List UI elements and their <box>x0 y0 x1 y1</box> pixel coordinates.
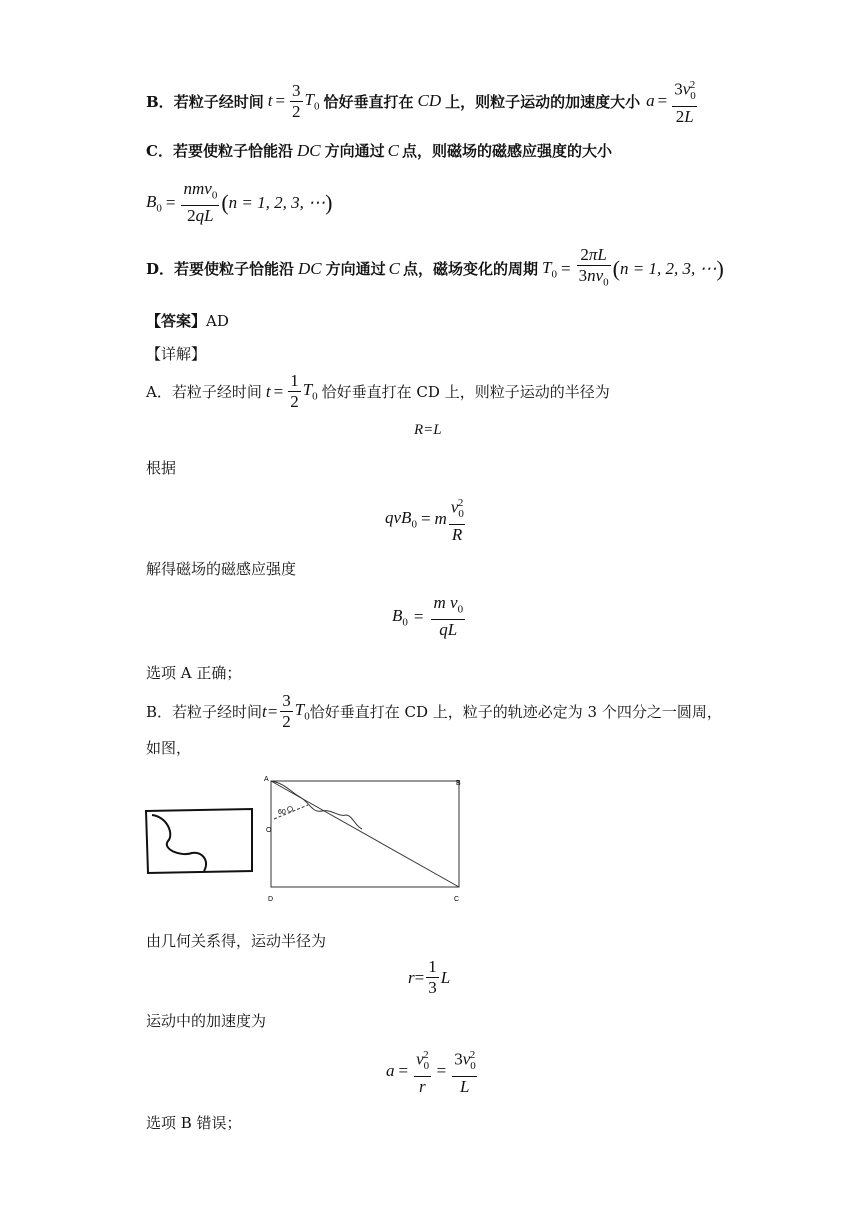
fraction-mv0-qL: $\frac{m v_0}{qL}$ <box>433 593 464 640</box>
formula-dc: DC <box>296 140 321 160</box>
sol-b-geometry: 由几何关系得，运动半径为 <box>146 932 327 950</box>
option-d-text1: 若要使粒子恰能沿 <box>174 260 295 279</box>
formula-eq: = <box>398 1061 409 1081</box>
answer-line <box>146 310 229 331</box>
sol-a-basis: 根据 <box>146 459 177 477</box>
eq-b0 <box>392 594 467 639</box>
formula-t0: $T_0$ <box>302 380 318 403</box>
paren-open: ( <box>221 189 229 215</box>
sol-a-text2: 恰好垂直打在 CD 上，则粒子运动的半径为 <box>321 383 610 401</box>
formula-dc: DC <box>298 258 322 278</box>
option-c <box>146 140 612 161</box>
eq-radius: R=L <box>414 422 442 438</box>
fraction-v0sq-r: $\frac{v_0^2}{r}$ <box>416 1049 430 1097</box>
formula-eq: = <box>165 192 176 212</box>
fraction-1-2: $\frac{1}{2}$ <box>290 371 299 411</box>
sol-b-text1: 若粒子经时间 <box>172 703 263 721</box>
fraction-1-3: $\frac{1}{3}$ <box>428 957 437 997</box>
sol-b-conclusion: 选项 B 错误； <box>146 1114 242 1132</box>
sol-b-accel: 运动中的加速度为 <box>146 1012 267 1030</box>
formula-c: C <box>388 258 401 278</box>
option-b-text3: 上，则粒子运动的加速度大小 <box>445 92 641 111</box>
formula-t0: $T_0$ <box>542 257 557 280</box>
option-b <box>146 76 699 126</box>
option-b-letter: B． <box>146 92 174 111</box>
formula-eq: = <box>561 258 571 278</box>
formula-t: t <box>265 381 271 401</box>
formula-eq: = <box>436 1061 447 1081</box>
formula-qvb0: qvB$_0$ <box>385 507 417 531</box>
label-d: D <box>268 896 274 903</box>
option-d <box>146 246 724 291</box>
option-c-n-range: n = 1, 2, 3, ⋯ <box>228 192 326 212</box>
option-c-formula <box>146 180 332 225</box>
fraction-v0sq-R: $\frac{v_0^2}{R}$ <box>450 497 464 545</box>
formula-eq: = <box>420 509 431 529</box>
eq-accel <box>386 1046 479 1096</box>
option-d-text2: 方向通过 <box>325 260 386 279</box>
sol-a-conclusion: 选项 A 正确； <box>146 664 242 682</box>
formula-t: t <box>267 91 273 111</box>
formula-eq: = <box>414 967 425 987</box>
formula-eq: = <box>413 606 424 626</box>
sol-b-letter: B． <box>146 703 173 721</box>
paren-open: ( <box>612 255 620 281</box>
sol-a-letter: A． <box>146 383 172 401</box>
degree-icon <box>288 807 293 812</box>
paren-close: ) <box>716 255 724 281</box>
formula-b0: $B_0$ <box>146 191 162 214</box>
formula-cd: CD <box>417 91 442 111</box>
fraction-2piL-3nv0: $\frac{2\pi L}{3nv_0}$ <box>577 246 611 291</box>
option-b-text1: 若粒子经时间 <box>173 92 264 111</box>
formula-t0: $T_0$ <box>294 700 310 723</box>
detail-label <box>146 343 206 364</box>
sol-b-text3: 如图， <box>146 739 192 757</box>
fraction-3-2: $\frac{3}{2}$ <box>292 80 301 121</box>
formula-eq: = <box>273 381 284 401</box>
label-c: C <box>454 896 460 903</box>
answer-label: 【答案】 <box>146 312 207 330</box>
label-a: A <box>264 776 269 783</box>
eq-lorentz <box>385 494 467 544</box>
paren-close: ) <box>325 189 333 215</box>
option-d-text3: 点，磁场变化的周期 <box>403 260 539 279</box>
formula-b0: $B_0$ <box>392 605 408 628</box>
sol-a-text1: 若粒子经时间 <box>171 383 262 401</box>
option-c-text3: 点，则磁场的磁感应强度的大小 <box>401 142 612 160</box>
option-b-text2: 恰好垂直打在 <box>323 92 414 111</box>
option-d-n-range: n = 1, 2, 3, ⋯ <box>619 258 717 278</box>
formula-c: C <box>387 140 399 160</box>
option-c-text2: 方向通过 <box>324 142 385 160</box>
formula-a: a <box>386 1061 395 1081</box>
eq-r <box>408 958 450 997</box>
label-o: O <box>266 827 272 834</box>
small-rectangle-figure <box>146 809 252 873</box>
formula-eq: = <box>275 91 286 111</box>
formula-r: r <box>408 967 415 987</box>
option-d-letter: D． <box>146 260 175 279</box>
formula-t: t= <box>262 701 279 721</box>
fraction-3v0sq-L: $\frac{3v_0^2}{L}$ <box>454 1049 476 1097</box>
fraction-nmv0-2qL: $\frac{nmv_0}{2qL}$ <box>183 179 218 226</box>
formula-eq: = <box>657 91 668 111</box>
sol-a-solve: 解得磁场的磁感应强度 <box>146 560 297 578</box>
formula-a: a <box>646 91 655 111</box>
fraction-3-2: $\frac{3}{2}$ <box>282 691 291 731</box>
solution-b-intro <box>146 692 722 731</box>
solution-a-intro <box>146 372 610 411</box>
trajectory-figure <box>140 775 480 910</box>
answer-value: AD <box>206 312 229 330</box>
label-b: B <box>456 780 461 787</box>
formula-t0: $T_0$ <box>304 89 320 113</box>
formula-l: L <box>440 967 451 987</box>
sol-b-text2: 恰好垂直打在 CD 上，粒子的轨迹必定为 3 个四分之一圆周， <box>309 703 722 721</box>
large-rectangle-figure <box>264 776 461 903</box>
option-c-text1: 若要使粒子恰能沿 <box>172 142 293 160</box>
detail-label-text: 【详解】 <box>146 345 207 363</box>
fraction-3v0sq-2L: $\frac{3v_0^2}{2L}$ <box>674 79 696 127</box>
option-c-letter: C． <box>146 142 173 160</box>
label-angle: 60 <box>278 809 286 816</box>
formula-m: m <box>434 509 447 529</box>
